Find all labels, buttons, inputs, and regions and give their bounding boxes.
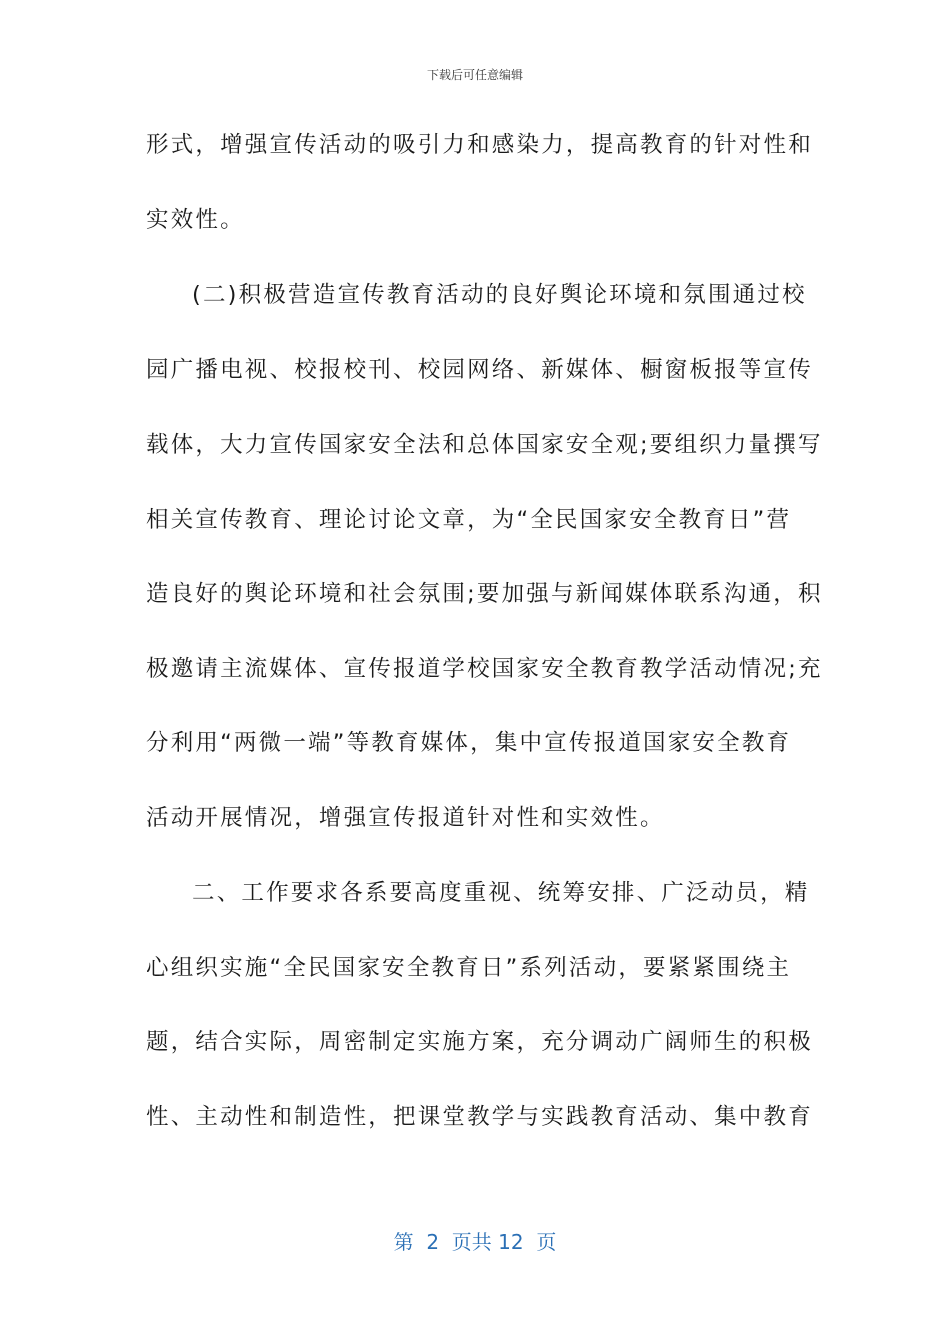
text-line: 相关宣传教育、理论讨论文章，为“全民国家安全教育日”营 (146, 507, 792, 533)
page-header: 下载后可任意编辑 (426, 68, 523, 82)
text-line: 性、主动性和制造性，把课堂教学与实践教育活动、集中教育 (146, 1104, 813, 1130)
text-line: 二、工作要求各系要高度重视、统筹安排、广泛动员，精 (192, 880, 810, 906)
text-line: 形式，增强宣传活动的吸引力和感染力，提高教育的针对性和 (146, 132, 813, 158)
text-line: 分利用“两微一端”等教育媒体，集中宣传报道国家安全教育 (146, 730, 792, 756)
text-line: 实效性。 (146, 207, 245, 233)
text-line: (二)积极营造宣传教育活动的良好舆论环境和氛围通过校 (192, 282, 807, 308)
text-line: 载体，大力宣传国家安全法和总体国家安全观;要组织力量撰写 (146, 432, 823, 458)
text-line: 园广播电视、校报校刊、校园网络、新媒体、橱窗板报等宣传 (146, 357, 813, 383)
text-line: 造良好的舆论环境和社会氛围;要加强与新闻媒体联系沟通，积 (146, 581, 823, 607)
text-line: 活动开展情况，增强宣传报道针对性和实效性。 (146, 805, 665, 831)
text-line: 极邀请主流媒体、宣传报道学校国家安全教育教学活动情况;充 (146, 656, 823, 682)
text-line: 心组织实施“全民国家安全教育日”系列活动，要紧紧围绕主 (146, 955, 792, 981)
text-line: 题，结合实际，周密制定实施方案，充分调动广阔师生的积极 (146, 1029, 813, 1055)
page-number-footer: 第 2 页共 12 页 (393, 1230, 557, 1254)
